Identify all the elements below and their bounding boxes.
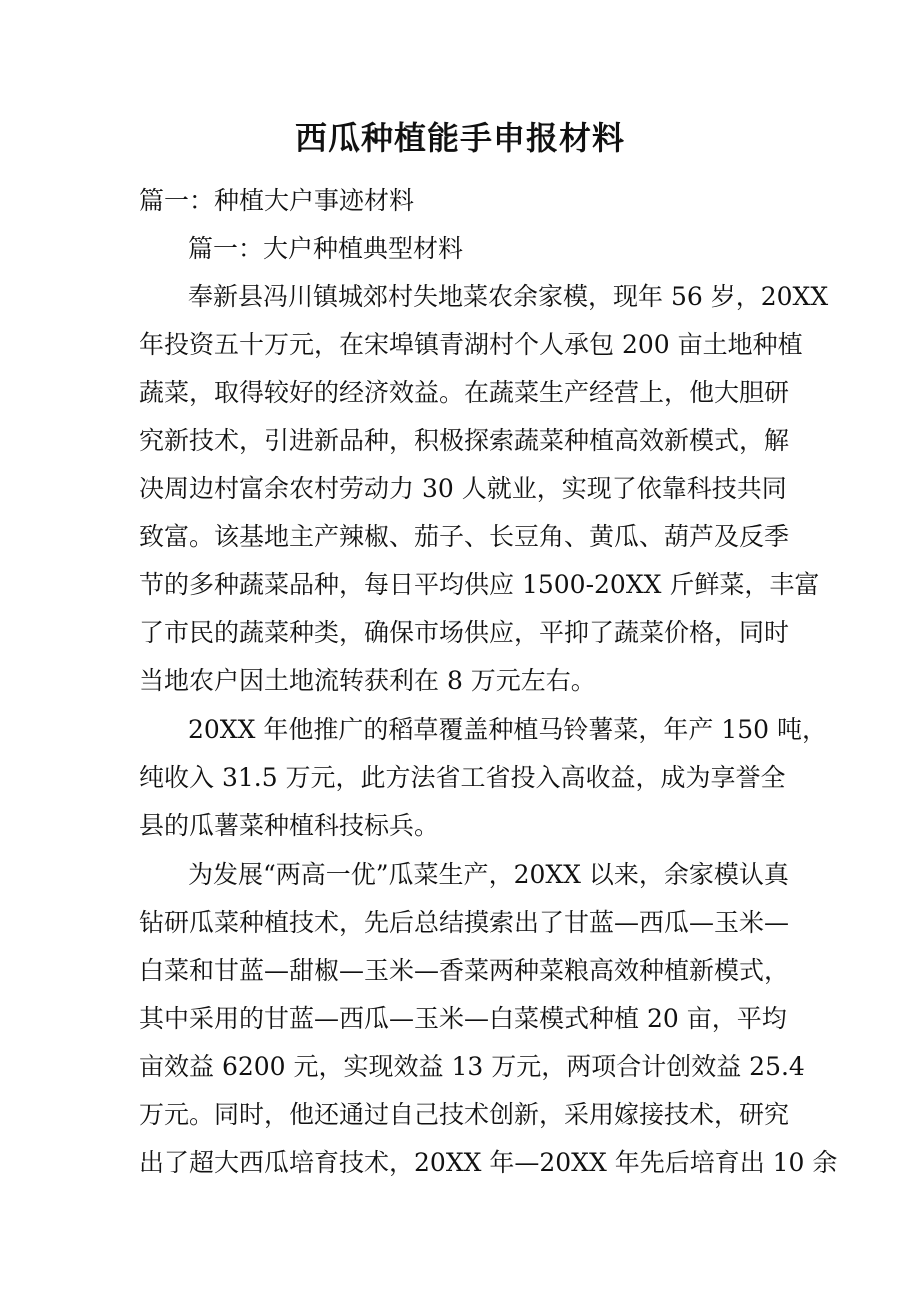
body-line: 决周边村富余农村劳动力 30 人就业，实现了依靠科技共同 xyxy=(139,474,787,503)
body-line: 20XX 年他推广的稻草覆盖种植马铃薯菜，年产 150 吨， xyxy=(188,715,827,744)
document-title: 西瓜种植能手申报材料 xyxy=(294,119,625,157)
body-line: 蔬菜，取得较好的经济效益。在蔬菜生产经营上，他大胆研 xyxy=(139,378,790,407)
body-line: 白菜和甘蓝—甜椒—玉米—香菜两种菜粮高效种植新模式， xyxy=(139,956,790,985)
body-line: 为发展“两高一优”瓜菜生产，20XX 以来，余家模认真 xyxy=(188,860,789,889)
body-line: 万元。同时，他还通过自己技术创新，采用嫁接技术，研究 xyxy=(139,1100,790,1129)
section-heading: 篇一：种植大户事迹材料 xyxy=(139,186,415,215)
body-line: 其中采用的甘蓝—西瓜—玉米—白菜模式种植 20 亩，平均 xyxy=(139,1004,787,1033)
body-line: 亩效益 6200 元，实现效益 13 万元，两项合计创效益 25.4 xyxy=(139,1052,805,1081)
body-line: 了市民的蔬菜种类，确保市场供应，平抑了蔬菜价格，同时 xyxy=(139,618,790,647)
body-line: 年投资五十万元，在宋埠镇青湖村个人承包 200 亩土地种植 xyxy=(139,330,803,359)
body-line: 钻研瓜菜种植技术，先后总结摸索出了甘蓝—西瓜—玉米— xyxy=(139,908,790,937)
body-line: 奉新县冯川镇城郊村失地菜农余家模，现年 56 岁，20XX xyxy=(188,282,829,311)
body-line: 致富。该基地主产辣椒、茄子、长豆角、黄瓜、葫芦及反季 xyxy=(139,522,790,551)
body-line: 纯收入 31.5 万元，此方法省工省投入高收益，成为享誉全 xyxy=(139,763,786,792)
body-line: 究新技术，引进新品种，积极探索蔬菜种植高效新模式，解 xyxy=(139,426,790,455)
body-line: 当地农户因土地流转获利在 8 万元左右。 xyxy=(139,666,596,695)
body-line: 出了超大西瓜培育技术，20XX 年—20XX 年先后培育出 10 余 xyxy=(139,1148,838,1177)
sub-heading: 篇一：大户种植典型材料 xyxy=(188,234,464,263)
body-line: 节的多种蔬菜品种，每日平均供应 1500-20XX 斤鲜菜，丰富 xyxy=(139,570,820,599)
body-line: 县的瓜薯菜种植科技标兵。 xyxy=(139,811,440,840)
